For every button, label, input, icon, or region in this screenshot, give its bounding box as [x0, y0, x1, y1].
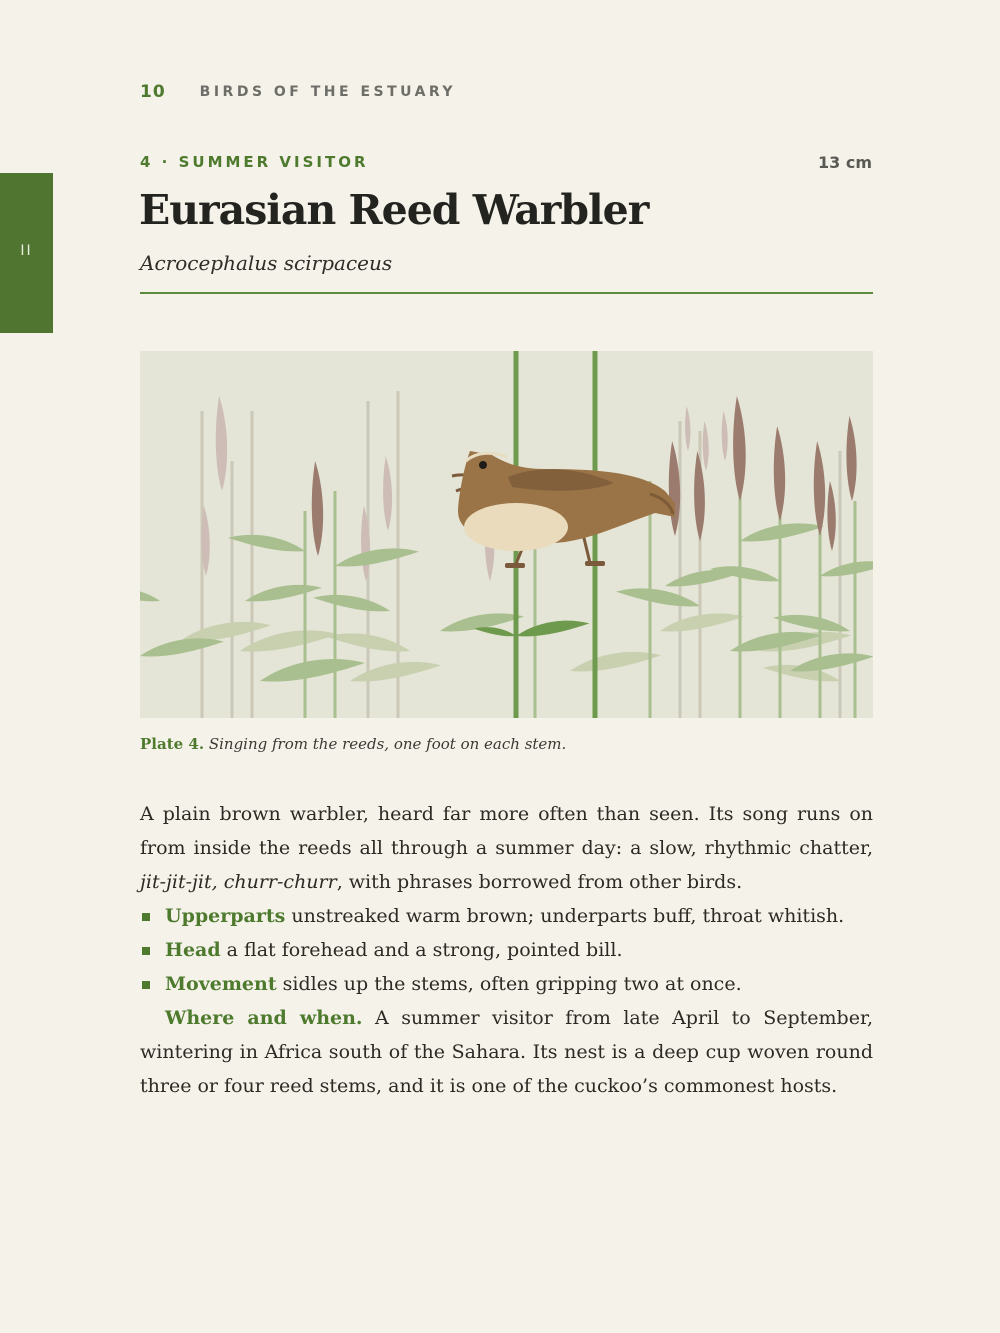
bullet-square-icon — [142, 913, 150, 921]
where-term: Where and when. — [165, 1007, 363, 1029]
species-size: 13 cm — [818, 153, 872, 172]
species-title: Eurasian Reed Warbler — [139, 186, 649, 234]
eye — [479, 461, 487, 469]
intro-paragraph — [140, 797, 873, 899]
intro-text-a: A plain brown warbler, heard far more often than seen. Its song runs on from inside the reeds all through a summer day: a slow, rhythmic chatter, — [140, 803, 873, 859]
plate-illustration — [140, 351, 873, 718]
caption-text: Singing from the reeds, one foot on each stem. — [208, 735, 567, 753]
buff-belly — [464, 503, 568, 551]
feature-item — [140, 967, 873, 1001]
feature-text: sidles up the stems, often gripping two at once. — [276, 973, 742, 995]
feature-list — [140, 899, 873, 1001]
title-rule — [140, 292, 873, 294]
chapter-tab-label: II — [20, 243, 33, 259]
running-head — [140, 80, 456, 104]
chapter-tab[interactable] — [0, 173, 53, 333]
feature-term: Movement — [165, 973, 277, 995]
caption-label: Plate 4. — [140, 735, 205, 753]
bullet-square-icon — [142, 947, 150, 955]
intro-text-b: , with phrases borrowed from other birds. — [336, 871, 743, 893]
feature-item — [140, 933, 873, 967]
song-transcription: jit-jit-jit, churr-churr — [140, 871, 337, 893]
book-title: BIRDS OF THE ESTUARY — [199, 84, 457, 100]
feature-text: unstreaked warm brown; underparts buff, throat whitish. — [285, 905, 845, 927]
feature-term: Head — [165, 939, 221, 961]
reed-warbler-illustration — [140, 351, 873, 718]
scientific-name: Acrocephalus scirpaceus — [140, 251, 393, 275]
species-account — [140, 797, 873, 1103]
page-number: 10 — [140, 82, 166, 102]
species-kicker: 4 · SUMMER VISITOR — [140, 153, 369, 171]
plate-caption — [140, 735, 566, 753]
where-and-when-paragraph — [140, 1001, 873, 1103]
feature-item — [140, 899, 873, 933]
feature-text: a flat forehead and a strong, pointed bill. — [220, 939, 623, 961]
feature-term: Upperparts — [165, 905, 286, 927]
bullet-square-icon — [142, 981, 150, 989]
where-text: A summer visitor from late April to September, wintering in Africa south of the Sahara. Its nest is a deep cup woven round three or four reed stems, and it is one of the cuckoo’s commonest hosts. — [140, 1007, 873, 1097]
